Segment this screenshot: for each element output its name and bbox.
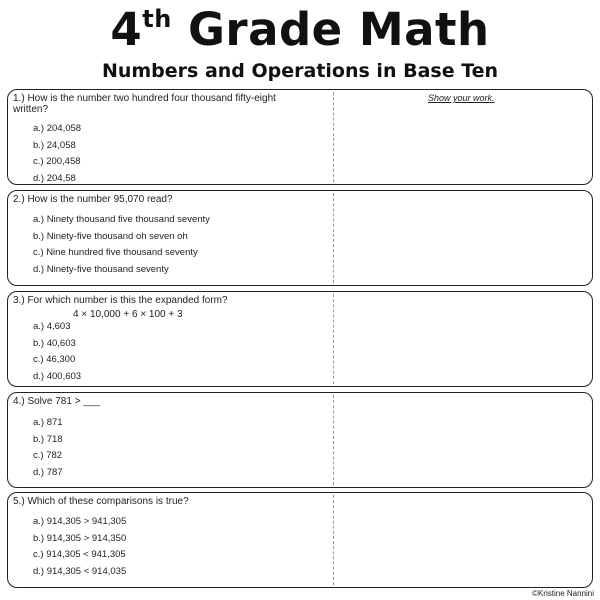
answer-option-a[interactable]: a.) 914,305 > 941,305: [33, 516, 127, 527]
question-prompt: 1.) How is the number two hundred four thousand fifty-eight written?: [13, 93, 276, 115]
work-area-divider: [333, 294, 334, 384]
answer-option-b[interactable]: b.) 40,603: [33, 337, 76, 349]
answer-option-b[interactable]: b.) 914,305 > 914,350: [33, 532, 127, 544]
answer-option-a[interactable]: a.) 4,603: [33, 321, 71, 332]
question-prompt: 3.) For which number is this the expanded form?: [13, 295, 228, 306]
question-prompt: 4.) Solve 781 > ___: [13, 396, 101, 407]
answer-option-b[interactable]: b.) 718: [33, 433, 63, 445]
show-work-label: Show your work.: [428, 93, 495, 103]
answer-options: [33, 319, 81, 385]
question-box-3: [7, 291, 593, 387]
question-prompt: 5.) Which of these comparisons is true?: [13, 496, 189, 507]
question-box-4: [7, 392, 593, 488]
answer-option-c[interactable]: c.) 782: [33, 450, 63, 461]
answer-option-d[interactable]: d.) 400,603: [33, 370, 82, 382]
title-text: Grade Math: [171, 3, 490, 56]
answer-option-a[interactable]: a.) Ninety thousand five thousand seventy: [33, 214, 210, 225]
answer-options: [33, 212, 210, 278]
answer-option-b[interactable]: b.) Ninety-five thousand oh seven oh: [33, 230, 188, 242]
answer-option-a[interactable]: a.) 871: [33, 417, 63, 428]
expanded-form-expression: 4 × 10,000 + 6 × 100 + 3: [73, 309, 183, 320]
work-area-divider: [333, 395, 334, 485]
answer-option-c[interactable]: c.) 46,300: [33, 354, 76, 365]
question-box-5: [7, 492, 593, 588]
copyright-credit: ©Kristine Nannini: [532, 589, 594, 598]
work-area-divider: [333, 92, 334, 182]
answer-options: [33, 415, 63, 481]
answer-option-c[interactable]: c.) Nine hundred five thousand seventy: [33, 247, 198, 258]
answer-option-c[interactable]: c.) 914,305 < 941,305: [33, 549, 126, 560]
page-title: [0, 2, 600, 65]
page-subtitle: Numbers and Operations in Base Ten: [101, 60, 499, 82]
answer-option-d[interactable]: d.) 787: [33, 466, 63, 478]
question-box-1: [7, 89, 593, 185]
title-ordinal-suffix: th: [142, 5, 172, 33]
answer-option-d[interactable]: d.) 204,58: [33, 172, 76, 184]
work-area-divider: [333, 495, 334, 585]
answer-options: [33, 121, 81, 187]
question-box-2: [7, 190, 593, 286]
answer-option-b[interactable]: b.) 24,058: [33, 139, 76, 151]
answer-option-d[interactable]: d.) 914,305 < 914,035: [33, 565, 127, 577]
work-area-divider: [333, 193, 334, 283]
answer-options: [33, 514, 126, 580]
answer-option-d[interactable]: d.) Ninety-five thousand seventy: [33, 263, 169, 275]
question-prompt: 2.) How is the number 95,070 read?: [13, 194, 173, 205]
answer-option-a[interactable]: a.) 204,058: [33, 123, 82, 134]
title-grade-number: 4: [110, 3, 143, 56]
answer-option-c[interactable]: c.) 200,458: [33, 156, 81, 167]
